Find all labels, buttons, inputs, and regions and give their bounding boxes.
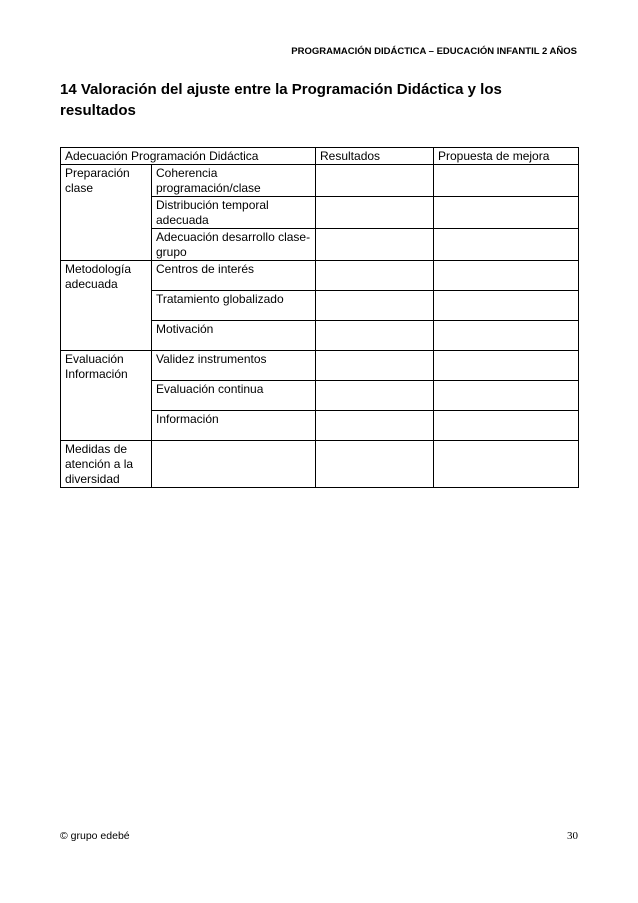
resultados-cell[interactable] <box>316 321 434 351</box>
resultados-cell[interactable] <box>316 351 434 381</box>
item-cell: Adecuación desarrollo clase-grupo <box>152 229 316 261</box>
header-cell-resultados: Resultados <box>316 148 434 165</box>
category-cell: Preparación clase <box>61 165 152 261</box>
item-cell: Motivación <box>152 321 316 351</box>
running-header: PROGRAMACIÓN DIDÁCTICA – EDUCACIÓN INFANTIL 2 AÑOS <box>291 46 577 57</box>
table-header-row <box>61 148 579 165</box>
propuesta-cell[interactable] <box>434 197 579 229</box>
item-cell: Información <box>152 411 316 441</box>
item-cell: Distribución temporal adecuada <box>152 197 316 229</box>
table-row <box>61 261 579 291</box>
propuesta-cell[interactable] <box>434 229 579 261</box>
propuesta-cell[interactable] <box>434 351 579 381</box>
item-cell <box>152 441 316 488</box>
propuesta-cell[interactable] <box>434 441 579 488</box>
header-cell-adecuacion: Adecuación Programación Didáctica <box>61 148 316 165</box>
resultados-cell[interactable] <box>316 261 434 291</box>
item-cell: Tratamiento globalizado <box>152 291 316 321</box>
page-number: 30 <box>567 830 578 842</box>
resultados-cell[interactable] <box>316 291 434 321</box>
table-row <box>61 441 579 488</box>
propuesta-cell[interactable] <box>434 381 579 411</box>
propuesta-cell[interactable] <box>434 411 579 441</box>
category-cell: Metodología adecuada <box>61 261 152 351</box>
table-row <box>61 351 579 381</box>
table-row <box>61 165 579 197</box>
item-cell: Validez instrumentos <box>152 351 316 381</box>
resultados-cell[interactable] <box>316 441 434 488</box>
header-cell-propuesta: Propuesta de mejora <box>434 148 579 165</box>
category-cell: Evaluación Información <box>61 351 152 441</box>
resultados-cell[interactable] <box>316 197 434 229</box>
resultados-cell[interactable] <box>316 229 434 261</box>
resultados-cell[interactable] <box>316 165 434 197</box>
evaluation-table <box>60 147 579 488</box>
item-cell: Coherencia programación/clase <box>152 165 316 197</box>
propuesta-cell[interactable] <box>434 165 579 197</box>
propuesta-cell[interactable] <box>434 261 579 291</box>
section-title: 14 Valoración del ajuste entre la Programación Didáctica y los resultados <box>60 81 502 119</box>
propuesta-cell[interactable] <box>434 321 579 351</box>
resultados-cell[interactable] <box>316 381 434 411</box>
category-cell: Medidas de atención a la diversidad <box>61 441 152 488</box>
footer-copyright: © grupo edebé <box>60 830 130 842</box>
propuesta-cell[interactable] <box>434 291 579 321</box>
item-cell: Evaluación continua <box>152 381 316 411</box>
item-cell: Centros de interés <box>152 261 316 291</box>
resultados-cell[interactable] <box>316 411 434 441</box>
